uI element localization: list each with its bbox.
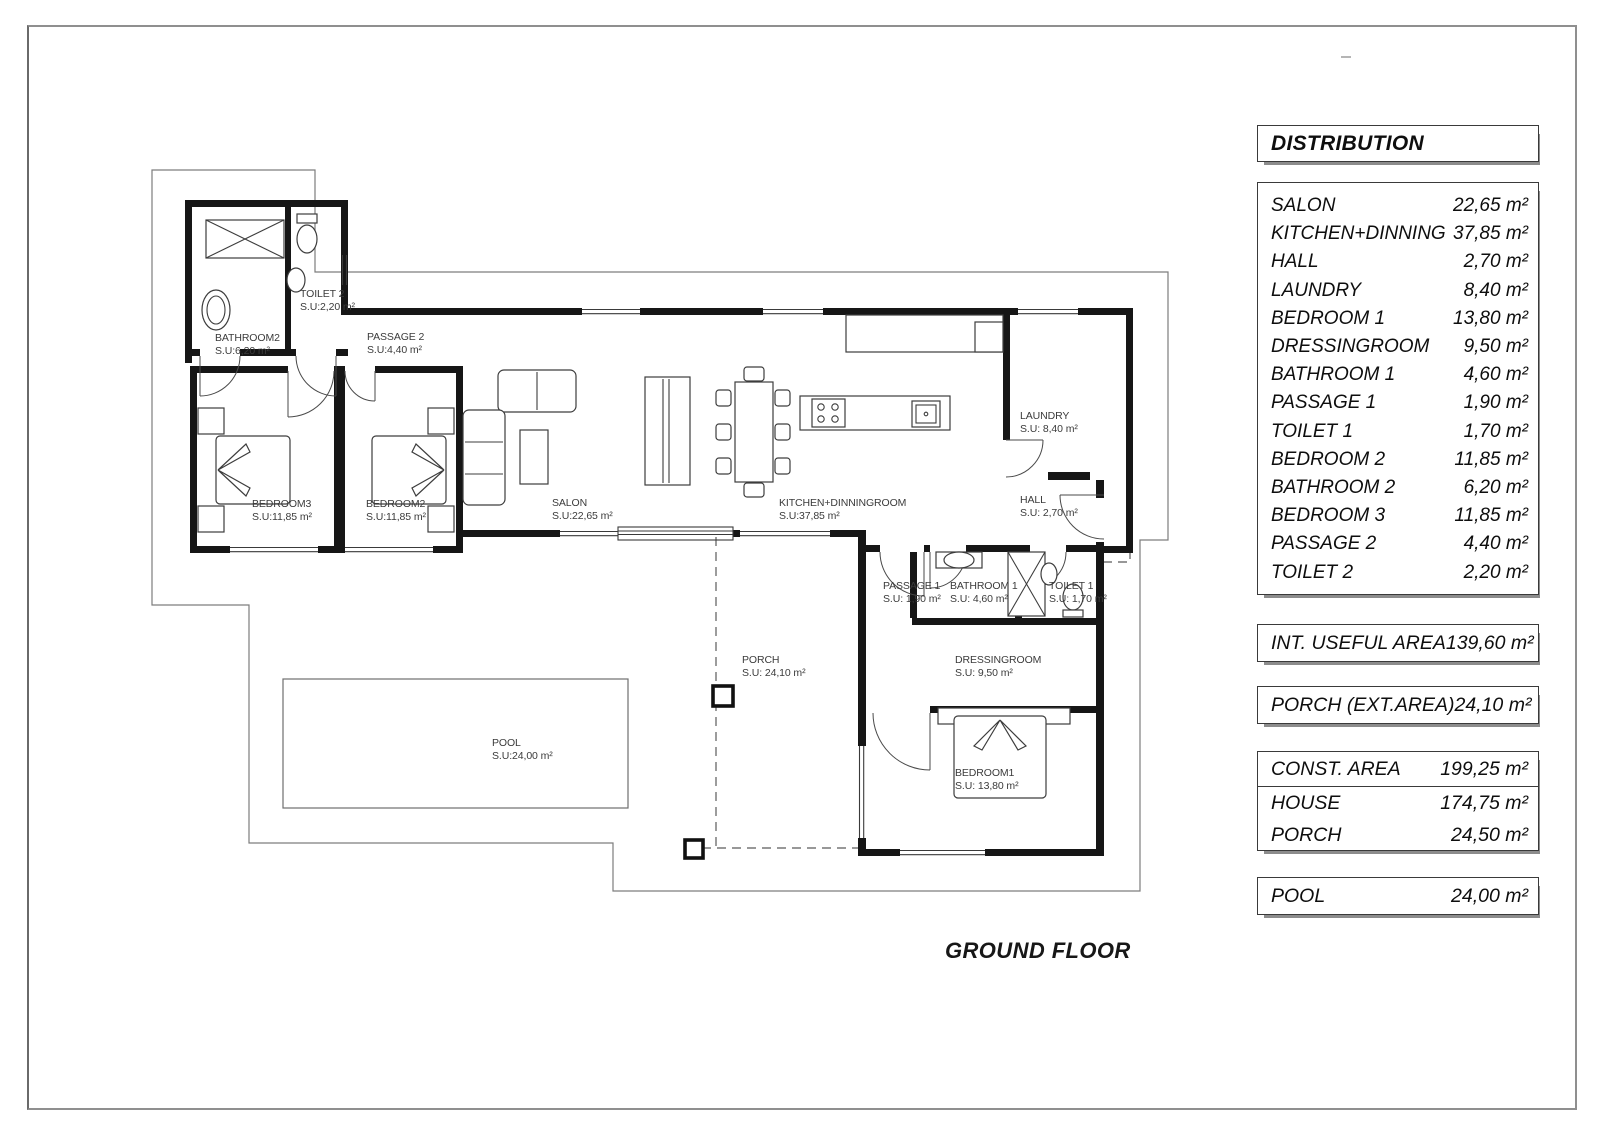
summary-label: POOL xyxy=(1271,884,1326,907)
room-area-label: S.U: 8,40 m² xyxy=(1020,423,1078,435)
room-label: KITCHEN+DINNINGROOM xyxy=(779,497,907,509)
row-label: BEDROOM 3 xyxy=(1271,505,1386,527)
table-row xyxy=(1271,361,1528,389)
shower-symbol xyxy=(206,220,284,258)
row-value: 13,80 m² xyxy=(1453,307,1528,329)
distribution-title: DISTRIBUTION xyxy=(1271,131,1424,155)
washbasin-symbol xyxy=(936,552,982,568)
row-label: BATHROOM 1 xyxy=(1271,364,1396,386)
table-row xyxy=(1271,474,1528,502)
room-label: BATHROOM2 xyxy=(215,332,280,344)
row-value: 1,70 m² xyxy=(1463,420,1528,442)
row-value: 37,85 m² xyxy=(1453,223,1528,245)
row-label: CONST. AREA xyxy=(1271,758,1401,780)
room-area-label: S.U: 2,70 m² xyxy=(1020,507,1078,519)
summary-label: INT. USEFUL AREA xyxy=(1271,631,1446,654)
room-label: TOILET 1 xyxy=(1049,580,1094,592)
row-label: SALON xyxy=(1271,195,1336,216)
table-row xyxy=(1271,305,1528,333)
coffee-table-symbol xyxy=(520,430,548,484)
row-label: PASSAGE 1 xyxy=(1271,392,1377,414)
room-label: PASSAGE 2 xyxy=(367,331,425,343)
summary-value: 24,10 m² xyxy=(1454,693,1532,716)
table-row xyxy=(1271,559,1528,587)
porch-column xyxy=(685,840,703,858)
table-row xyxy=(1271,277,1528,305)
table-row xyxy=(1258,752,1538,787)
room-label: TOILET 2 xyxy=(300,288,345,300)
row-label: KITCHEN+DINNING xyxy=(1271,223,1446,245)
room-area-label: S.U:6,20 m² xyxy=(215,345,270,357)
row-value: 2,20 m² xyxy=(1463,561,1528,583)
row-label: DRESSINGROOM xyxy=(1271,336,1430,358)
row-value: 22,65 m² xyxy=(1453,195,1528,216)
dining-table-symbol xyxy=(716,367,790,497)
const-area-table xyxy=(1257,751,1539,851)
summary-label: PORCH (EXT.AREA) xyxy=(1271,693,1455,716)
row-value: 8,40 m² xyxy=(1463,279,1528,301)
room-area-label: S.U: 1,90 m² xyxy=(883,593,941,605)
room-area-label: S.U: 1,70 m² xyxy=(1049,593,1107,605)
table-row xyxy=(1258,787,1538,819)
room-area-label: S.U:22,65 m² xyxy=(552,510,613,522)
distribution-header xyxy=(1257,125,1539,162)
room-label: LAUNDRY xyxy=(1020,410,1070,422)
tv-unit-symbol xyxy=(645,377,690,485)
row-value: 174,75 m² xyxy=(1440,792,1528,814)
row-label: LAUNDRY xyxy=(1271,279,1362,301)
room-area-label: S.U:2,20 m² xyxy=(300,301,355,313)
room-area-label: S.U: 9,50 m² xyxy=(955,667,1013,679)
summary-value: 139,60 m² xyxy=(1445,631,1534,654)
row-value: 11,85 m² xyxy=(1454,505,1528,527)
porch-ext-area-box xyxy=(1257,686,1539,724)
table-row xyxy=(1271,446,1528,474)
room-area-label: S.U:24,00 m² xyxy=(492,750,553,762)
room-label: BEDROOM3 xyxy=(252,498,312,510)
row-label: PASSAGE 2 xyxy=(1271,533,1377,555)
row-value: 4,60 m² xyxy=(1463,364,1528,386)
row-value: 24,50 m² xyxy=(1451,824,1528,846)
row-value: 9,50 m² xyxy=(1463,336,1528,358)
table-row xyxy=(1258,819,1538,851)
summary-value: 24,00 m² xyxy=(1451,884,1528,907)
kitchen-counter-symbol xyxy=(846,315,1003,352)
row-label: PORCH xyxy=(1271,824,1342,846)
row-value: 6,20 m² xyxy=(1463,477,1528,499)
bathtub-symbol xyxy=(202,290,230,330)
row-label: TOILET 2 xyxy=(1271,561,1354,583)
row-label: BEDROOM 1 xyxy=(1271,307,1386,329)
table-row xyxy=(1271,389,1528,417)
room-area-label: S.U:11,85 m² xyxy=(252,511,312,523)
room-label: PASSAGE 1 xyxy=(883,580,941,592)
room-area-label: S.U: 24,10 m² xyxy=(742,667,806,679)
table-row xyxy=(1271,502,1528,530)
room-label: BEDROOM2 xyxy=(366,498,426,510)
row-value: 2,70 m² xyxy=(1463,251,1528,273)
room-area-label: S.U: 13,80 m² xyxy=(955,780,1019,792)
pool-outline xyxy=(283,679,628,808)
row-value: 11,85 m² xyxy=(1454,448,1528,470)
floor-title: GROUND FLOOR xyxy=(945,938,1131,963)
int-useful-area-box xyxy=(1257,624,1539,662)
pool-area-box xyxy=(1257,877,1539,915)
table-row xyxy=(1271,220,1528,248)
toilet-symbol xyxy=(297,214,317,253)
table-row xyxy=(1271,192,1528,220)
room-area-label: S.U: 4,60 m² xyxy=(950,593,1008,605)
room-label: BEDROOM1 xyxy=(955,767,1015,779)
room-label: PORCH xyxy=(742,654,780,666)
room-area-label: S.U:4,40 m² xyxy=(367,344,422,356)
room-label: POOL xyxy=(492,737,521,749)
row-value: 1,90 m² xyxy=(1463,392,1528,414)
row-label: BEDROOM 2 xyxy=(1271,448,1386,470)
room-label: SALON xyxy=(552,497,588,509)
row-label: HALL xyxy=(1271,251,1319,273)
table-row xyxy=(1271,333,1528,361)
distribution-table xyxy=(1257,182,1539,595)
row-value: 199,25 m² xyxy=(1440,758,1528,780)
row-value: 4,40 m² xyxy=(1463,533,1528,555)
row-label: HOUSE xyxy=(1271,792,1341,814)
table-row xyxy=(1271,418,1528,446)
kitchen-island-symbol xyxy=(800,396,950,430)
table-row xyxy=(1271,530,1528,558)
room-area-label: S.U:37,85 m² xyxy=(779,510,840,522)
porch-column xyxy=(713,686,733,706)
row-label: TOILET 1 xyxy=(1271,420,1354,442)
room-label: HALL xyxy=(1020,494,1046,506)
table-row xyxy=(1271,248,1528,276)
row-label: BATHROOM 2 xyxy=(1271,477,1396,499)
room-label: DRESSINGROOM xyxy=(955,654,1042,666)
stove-symbol xyxy=(812,399,845,427)
room-label: BATHROOM 1 xyxy=(950,580,1018,592)
room-area-label: S.U:11,85 m² xyxy=(366,511,426,523)
